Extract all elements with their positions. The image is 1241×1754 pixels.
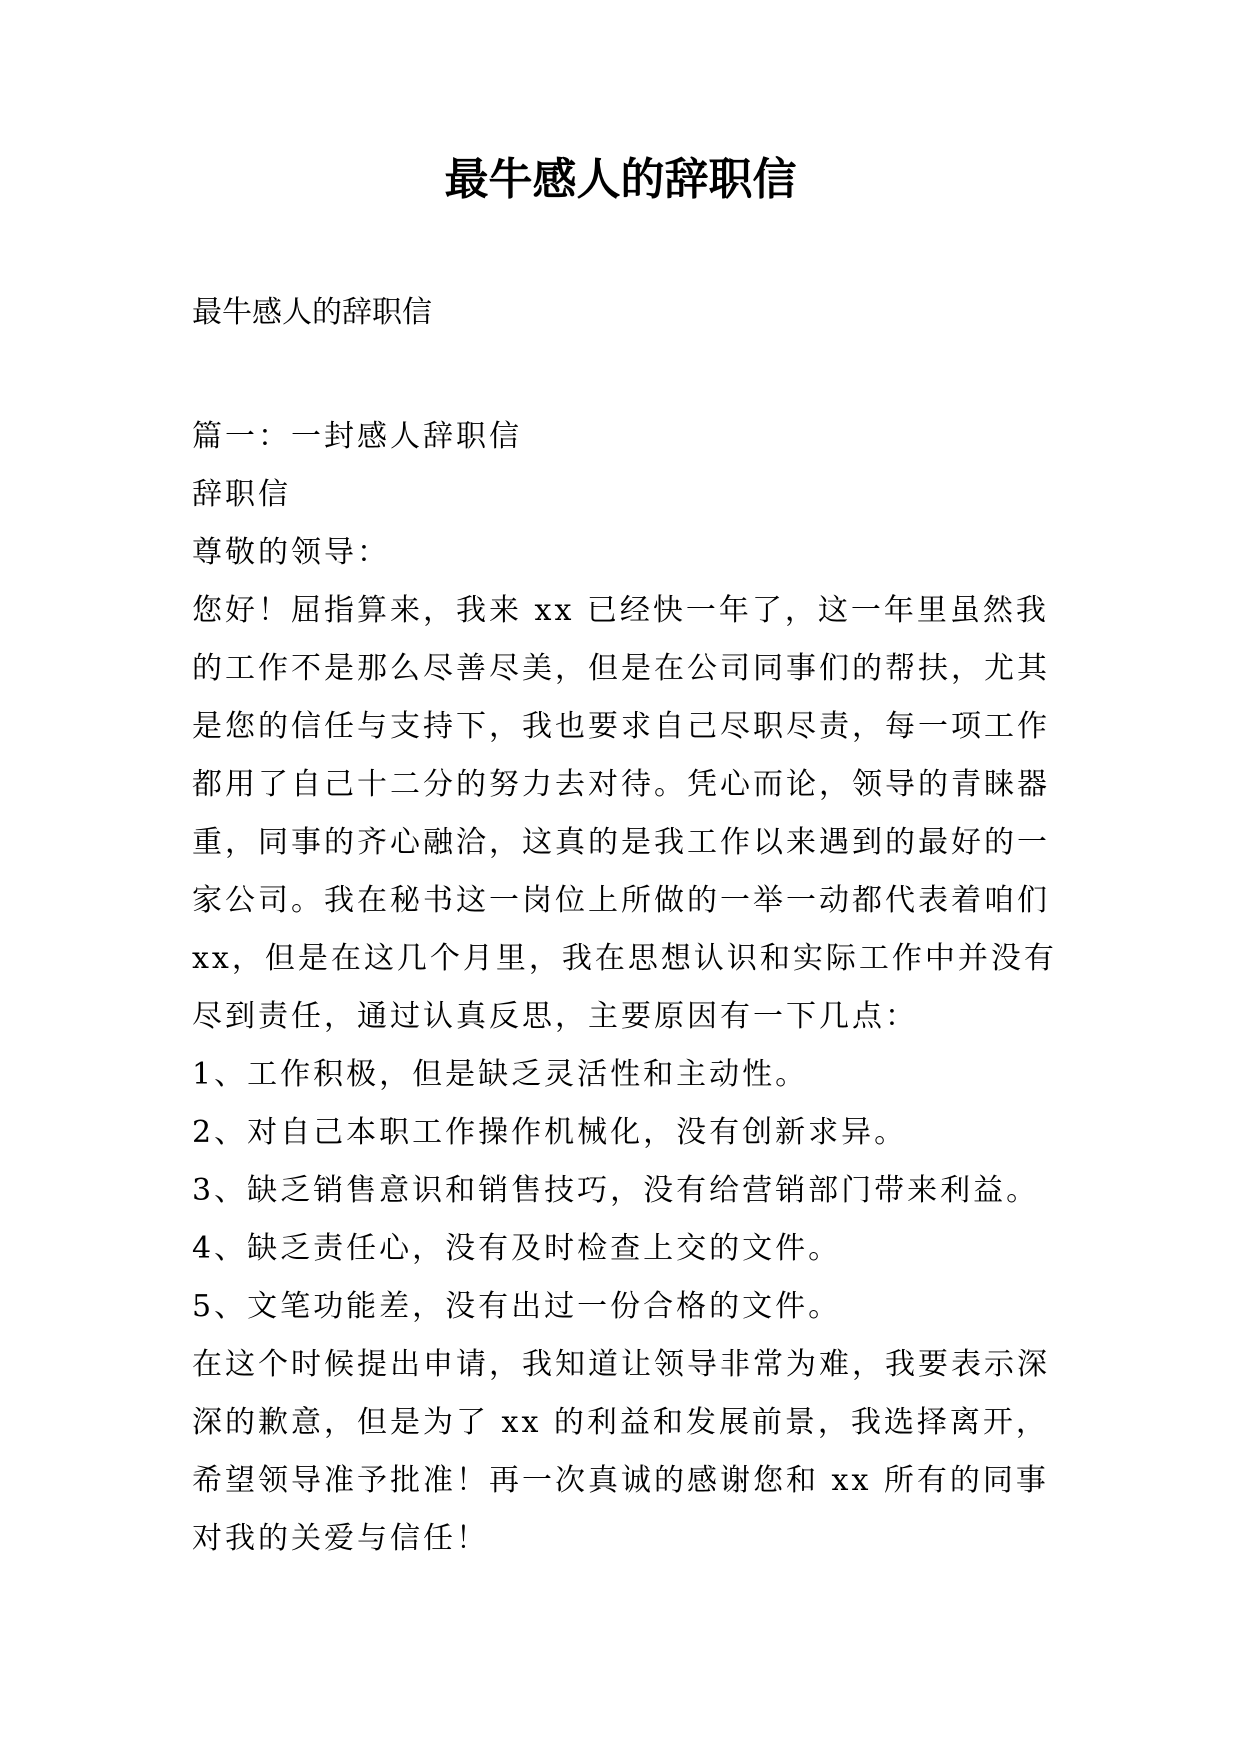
document-title: 最牛感人的辞职信 bbox=[444, 154, 797, 205]
body-line: 深的歉意，但是为了 xx 的利益和发展前景，我选择离开， bbox=[192, 1405, 1049, 1440]
list-item: 1、工作积极，但是缺乏灵活性和主动性。 bbox=[192, 1057, 809, 1092]
list-item: 3、缺乏销售意识和销售技巧，没有给营销部门带来利益。 bbox=[192, 1173, 1040, 1208]
body-line: 重，同事的齐心融洽，这真的是我工作以来遇到的最好的一 bbox=[192, 825, 1050, 860]
letter-body bbox=[192, 408, 1057, 1568]
section-heading: 篇一：一封感人辞职信 bbox=[192, 419, 522, 454]
body-line: 对我的关爱与信任！ bbox=[192, 1521, 489, 1556]
salutation: 尊敬的领导： bbox=[192, 535, 390, 570]
list-item: 2、对自己本职工作操作机械化，没有创新求异。 bbox=[192, 1115, 908, 1150]
body-line: 的工作不是那么尽善尽美，但是在公司同事们的帮扶，尤其 bbox=[192, 651, 1050, 686]
body-line: 希望领导准予批准！再一次真诚的感谢您和 xx 所有的同事 bbox=[192, 1463, 1049, 1498]
body-line: 在这个时候提出申请，我知道让领导非常为难，我要表示深 bbox=[192, 1347, 1050, 1382]
body-line: 都用了自己十二分的努力去对待。凭心而论，领导的青睐器 bbox=[192, 767, 1050, 802]
body-line: 尽到责任，通过认真反思，主要原因有一下几点： bbox=[192, 999, 918, 1034]
list-item: 4、缺乏责任心，没有及时检查上交的文件。 bbox=[192, 1231, 842, 1266]
list-item: 5、文笔功能差，没有出过一份合格的文件。 bbox=[192, 1289, 842, 1324]
body-line: xx，但是在这几个月里，我在思想认识和实际工作中并没有 bbox=[192, 941, 1057, 976]
body-line: 是您的信任与支持下，我也要求自己尽职尽责，每一项工作 bbox=[192, 709, 1050, 744]
letter-title: 辞职信 bbox=[192, 477, 291, 512]
body-line: 家公司。我在秘书这一岗位上所做的一举一动都代表着咱们 bbox=[192, 883, 1050, 918]
document-subtitle: 最牛感人的辞职信 bbox=[192, 295, 432, 330]
body-line: 您好！屈指算来，我来 xx 已经快一年了，这一年里虽然我 bbox=[192, 593, 1049, 628]
